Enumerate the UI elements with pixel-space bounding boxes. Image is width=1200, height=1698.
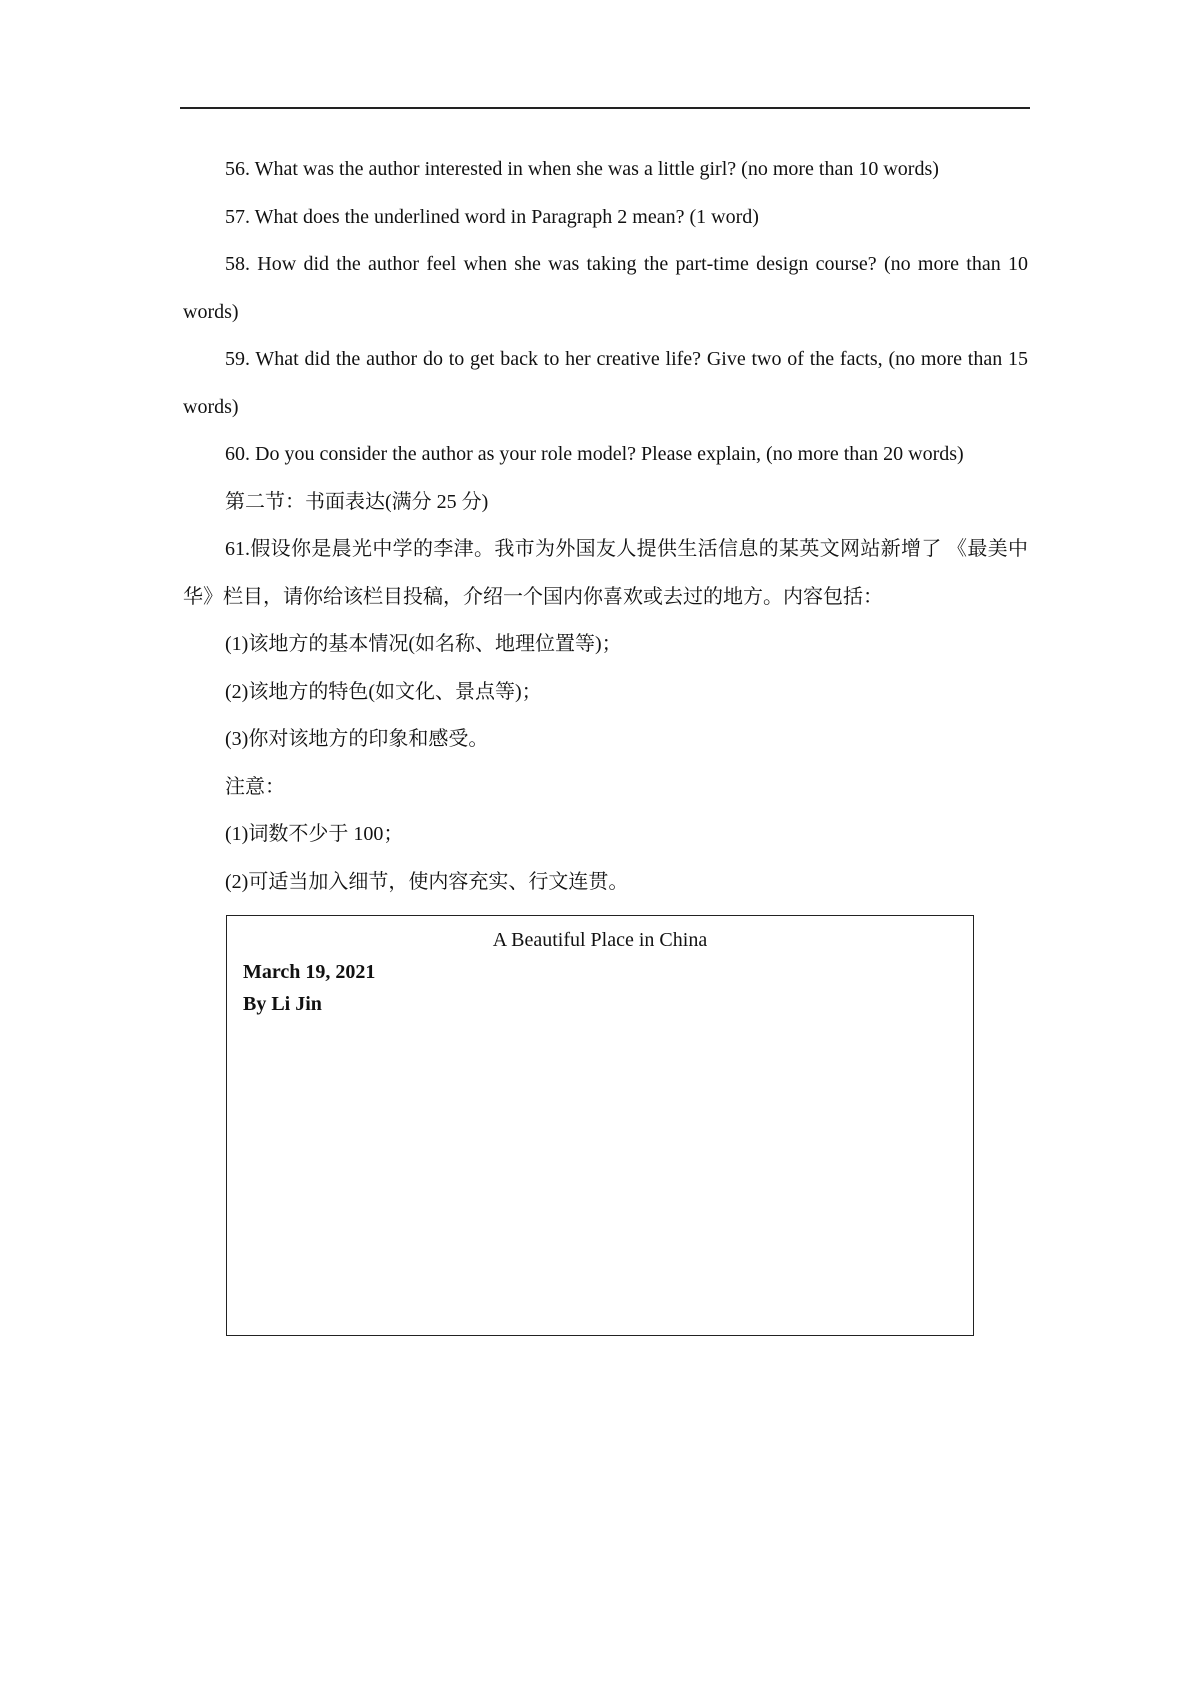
question-57: 57. What does the underlined word in Paragraph 2 mean? (1 word) [225,205,759,228]
exam-content [183,146,1028,906]
note-2: (2)可适当加入细节，使内容充实、行文连贯。 [225,870,629,893]
question-59: 59. What did the author do to get back to her creative life? Give two of the facts, (no more than 15 words) [183,348,1028,418]
question-60: 60. Do you consider the author as your role model? Please explain, (no more than 20 words) [225,443,964,465]
requirement-2: (2)该地方的特色(如文化、景点等)； [225,680,542,703]
answer-writing-area[interactable] [243,1026,957,1323]
question-58: 58. How did the author feel when she was taking the part-time design course? (no more than 10 words) [183,253,1028,323]
writing-prompt: 61.假设你是晨光中学的李津。我市为外国友人提供生活信息的某英文网站新增了 《最美中华》栏目，请你给该栏目投稿，介绍一个国内你喜欢或去过的地方。内容包括： [183,538,1028,608]
question-56: 56. What was the author interested in when she was a little girl? (no more than 10 words) [225,158,939,180]
answer-box-title: A Beautiful Place in China [492,929,708,951]
requirement-1: (1)该地方的基本情况(如名称、地理位置等)； [225,633,622,655]
answer-box-author: By Li Jin [243,993,322,1015]
requirement-3: (3)你对该地方的印象和感受。 [225,728,489,750]
notes-heading: 注意： [225,775,285,798]
answer-box-date: March 19, 2021 [243,961,376,983]
header-rule [180,107,1030,109]
note-1: (1)词数不少于 100； [225,823,404,845]
section-heading: 第二节：书面表达(满分 25 分) [225,490,489,513]
answer-box [226,915,974,1336]
